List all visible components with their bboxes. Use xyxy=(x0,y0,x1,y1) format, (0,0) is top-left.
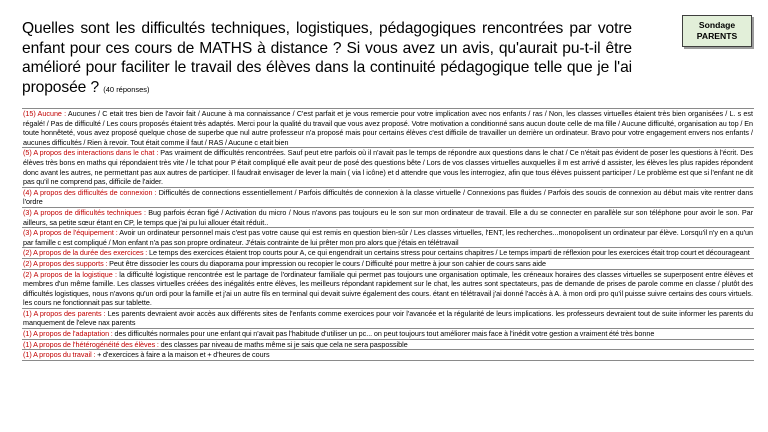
category-label: (1) A propos de l'adaptation : xyxy=(23,329,115,339)
response-row-duree xyxy=(22,248,754,259)
response-text: Peut être dissocier les cours du diaporama pour impression ou recopier le cours / Difficulté pour mettre à jour son cahier de cours sans aide xyxy=(109,258,547,268)
response-text: Les parents devraient avoir accès aux différents sites de l'enfants comme exercices pour voir l'avancée et la régularité de leurs implications. les professeurs devraient tout de suite informer les parents du manquement de l'eleve nax parents xyxy=(23,308,753,328)
category-label: (5) A propos des interactions dans le chat : xyxy=(23,148,161,158)
badge-line-1: Sondage xyxy=(698,20,736,30)
response-row-parents xyxy=(22,309,754,329)
question-text: Quelles sont les difficultés techniques, logistiques, pédagogiques rencontrées par votre enfant pour ces cours de MATHS à distance ? Si vous avez un avis, qu'aurait pu-t-il être amélioré pour faciliter le travail des élèves dans la continuité pédagogique telle que je l'ai proposée ? xyxy=(22,20,632,96)
response-row-chat xyxy=(22,148,754,187)
category-label: (1) A propos du travail : xyxy=(23,350,98,360)
response-row-aucune xyxy=(22,109,754,148)
category-label: (2) A propos de la logistique : xyxy=(23,269,120,279)
response-text: Aucunes / C etait tres bien de l'avoir fait / Aucune à ma connaissance / C'est parfait et je vous remercie pour votre implication avec nos enfants / ras / Non, les classes virtuelles étaient très bien organisées / L. s est régalé! / Pas de difficulté / Les cours proposés étaient très adaptés. Merci pour la qualité du travail que vous avez proposé. Votre motivation a conditionné sans aucun doute celle de ma fille / Aucune difficulté, organisation au top / En toute honnêteté, vous avez proposé quelque chose de superbe que nul autre professeur n'a proposé mais pour certains élèves c'est difficile de travailler un derrière un ordinateur. Bravo pour votre engagement envers nos enfants / aucunes difficultés / Rien à revoir. Tout était comme il faut / RAS / Aucune c etait bien xyxy=(23,109,753,147)
category-label: (3) A propos de difficultés techniques : xyxy=(23,207,149,217)
response-row-logistique xyxy=(22,270,754,309)
response-row-equipement xyxy=(22,228,754,248)
response-text: Pas vraiment de difficultés rencontrées. Sauf peut etre parfois où il n'avait pas le temps de répondre aux questions dans le chat / Ce n'était pas évident de poser les questions à l'écrit. Des élèves très bons en maths qui répondaient très vite / le tchat pour P était compliqué elle avait peur de posé des questions bête / Lors de vos classes virtuelles auxquelles il m est arrivé d assister, les élèves les plus rapides répondent donc avant les autres, ne permettant pas aux autres de participer. Il faudrait envisager de lever la main ( via l icône) et d attendre que vous les interrogiez, afin que tous élèves puissent participer / Le problème est que si l'enfant ne dit pas qu'il ne comprend pas, difficile de l'aider. xyxy=(23,148,754,187)
response-text: des difficultés normales pour une enfant qui n'avait pas l'habitude d'utiliser un pc... on peut toujours tout améliorer mais face à l'inédit votre gestion a vraiment été très bonne xyxy=(114,329,655,339)
response-text: Bug parfois écran figé / Activation du micro / Nous n'avons pas toujours eu le son sur mon ordinateur de travail. Elle a du se connecter en parallèle sur son téléphone pour avoir le son. Par ailleurs, sa petite sœur étant en CP, le temps que j'ai pu lui allouer était réduit.. xyxy=(23,207,753,227)
category-label: (2) A propos des supports : xyxy=(23,258,110,268)
response-row-supports xyxy=(22,259,754,270)
response-text: Avoir un ordinateur personnel mais c'est pas votre cause qui est remis en question bien-sûr / Les classes virtuelles, l'ENT, les recherches...monopolisent un ordinateur par élève. Lorsqu'il n'y en a qu'un par famille c est compliqué / Mon enfant n'a pas son propre ordinateur. J'étais contrainte de lui prêter mon pro alors que j'étais en télétravail xyxy=(23,228,753,247)
responses-table xyxy=(22,108,754,361)
category-label: (2) A propos de la durée des exercices : xyxy=(23,248,149,258)
survey-question xyxy=(22,19,632,99)
response-row-technique xyxy=(22,208,754,228)
category-label: (1) A propos de l'hétérogénéité des élèves : xyxy=(23,339,161,349)
response-count: (40 réponses) xyxy=(103,84,150,94)
category-label: (15) Aucune : xyxy=(23,109,68,118)
response-row-travail xyxy=(22,350,754,361)
badge-line-2: PARENTS xyxy=(696,31,738,41)
response-row-adaptation xyxy=(22,329,754,340)
category-label: (3) A propos de l'équipement : xyxy=(23,228,120,238)
category-label: (4) A propos des difficultés de connexion : xyxy=(23,187,159,197)
category-label: (1) A propos des parents : xyxy=(23,308,108,318)
response-text: la difficulté logistique rencontrée est le partage de l'ordinateur familiale qui permet pas toujours une organisation optimale, les créneaux horaires des classes virtuelles se superposent entre élèves et membres d'un même famille. Les classes virtuelles créées des inégalités entre élèves, les meilleurs répondant rapidement sur le chat, les autres sont spectateurs, pas de demande de prises de parole comme en classe / plutôt des difficultés logistiques, nous n'avons qu'un ordi pour la famille et j'ai un autre fils en terminal qui devait suivre également des cours. étant en télétravail j'ai donné l'accès à A. à mon ordi pro qu'il puisse suivre certains des cours virtuels. les cours ne fonctionnait pas sur tablette. xyxy=(23,269,754,308)
response-text: Le temps des exercices étaient trop courts pour A, ce qui engendrait un certains stress pour certains chapitres / Le temps imparti de réflexion pour les exercices était trop court et décourageant xyxy=(148,248,750,258)
response-text: Difficultés de connections essentiellement / Parfois difficultés de connexion à la classe virtuelle / Connexions pas fluides / Parfois des soucis de connexion au début mais vite rentrer dans l'ordre xyxy=(23,187,753,207)
response-text: + d'exercices à faire a la maison et + d'heures de cours xyxy=(97,350,270,360)
response-row-heterogeneite xyxy=(22,340,754,351)
response-text: des classes par niveau de maths même si je sais que cela ne sera paspossible xyxy=(160,339,408,349)
survey-badge xyxy=(682,15,752,47)
response-row-connexion xyxy=(22,188,754,208)
